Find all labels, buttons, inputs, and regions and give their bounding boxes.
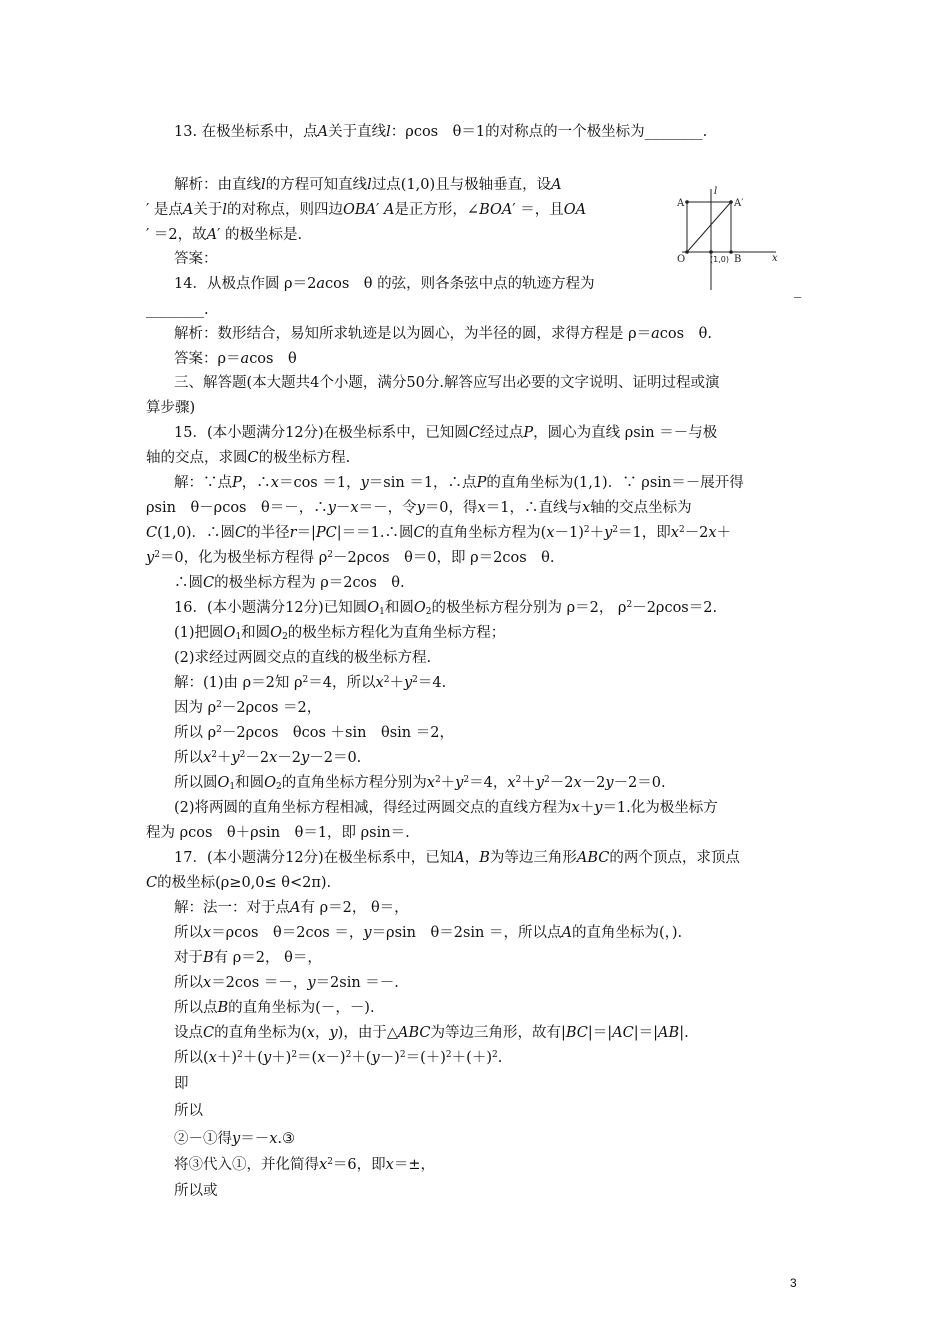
problem-16-solution-3: 所以 $\rho^2-2\rho\cos$ θcos ＋sin θsin ＝2， bbox=[174, 725, 454, 741]
problem-14-line-2: ________. bbox=[146, 302, 209, 318]
diagonal-O-A-prime bbox=[687, 202, 731, 252]
problem-17-solution-4: 所以x＝2cos ＝－，y＝2sin ＝－. bbox=[174, 975, 399, 991]
problem-17-solution-6: 设点C的直角坐标为(x，y)，由于△ABC为等边三角形，故有|BC|＝|AC|＝|AB|. bbox=[174, 1025, 689, 1041]
problem-17-line-2: C的极坐标(ρ≥0,0≤ θ<2π). bbox=[146, 875, 332, 891]
label-l: l bbox=[714, 186, 718, 197]
problem-13-figure bbox=[676, 184, 788, 294]
point-A bbox=[685, 200, 689, 204]
problem-14-line-1: 14．从极点作圆 ρ＝2acos θ 的弦，则各条弦中点的轨迹方程为 bbox=[174, 276, 595, 292]
point-O bbox=[685, 250, 689, 254]
problem-15-solution-3: C(1,0)．∴圆C的半径r＝|PC|＝＝1.∴圆C的直角坐标方程为$(x-1)^2+y^2=1$，即$x^2-2x+$ bbox=[146, 525, 732, 541]
problem-17-solution-12: 所以或 bbox=[174, 1183, 218, 1199]
problem-15-line-1: 15．(本小题满分12分)在极坐标系中，已知圆C经过点P，圆心为直线 ρsin ＝－与极 bbox=[174, 425, 718, 441]
problem-16-part-1: (1)把圆$O_1$和圆$O_2$的极坐标方程化为直角坐标方程； bbox=[174, 625, 506, 642]
problem-16-solution-2: 因为 $\rho^2-2\rho\cos =2$， bbox=[174, 700, 322, 716]
problem-17-solution-11: 将③代入①，并化简得$x^2=6$，即x＝±， bbox=[174, 1157, 435, 1173]
label-A: A bbox=[677, 198, 685, 209]
problem-17-solution-2: 所以x＝ρcos θ＝2cos ＝，y＝ρsin θ＝2sin ＝，所以点A的直角坐标为(，). bbox=[174, 925, 683, 941]
section-3-heading-line-2: 算步骤) bbox=[146, 400, 196, 416]
problem-17-line-1: 17．(本小题满分12分)在极坐标系中，已知A，B为等边三角形ABC的两个顶点，求顶点 bbox=[174, 850, 740, 866]
problem-17-solution-7: 所以$(x+)^2+(y+)^2=(x-)^2+(y-)^2=(+)^2+(+)^2$. bbox=[174, 1050, 503, 1066]
problem-17-solution-3: 对于B有 ρ＝2， θ＝， bbox=[174, 950, 322, 966]
problem-16-part-2: (2)求经过两圆交点的直线的极坐标方程. bbox=[174, 650, 432, 666]
problem-13-line-1: 13. 在极坐标系中，点A关于直线l：ρcos θ＝1的对称点的一个极坐标为________. bbox=[174, 124, 708, 140]
problem-15-conclusion: ∴圆C的极坐标方程为 ρ＝2cos θ. bbox=[174, 575, 405, 591]
problem-13-solution-line-2: ′ 是点A关于l的对称点，则四边OBA′ A是正方形，∠BOA′ ＝，且OA bbox=[146, 202, 587, 218]
label-10: (1,0) bbox=[710, 255, 729, 264]
problem-13-answer: 答案： bbox=[174, 251, 218, 267]
section-3-heading-line-1: 三、解答题(本大题共4个小题，满分50分.解答应写出必要的文字说明、证明过程或演 bbox=[174, 375, 720, 391]
label-B: B bbox=[734, 254, 742, 265]
label-A-prime: A′ bbox=[734, 198, 744, 209]
problem-17-solution-1: 解：法一：对于点A有 ρ＝2， θ＝， bbox=[174, 900, 409, 916]
problem-15-solution-2: ρsin θ－ρcos θ＝－，∴y－x＝－，令y＝0，得x＝1，∴直线与x轴的交点坐标为 bbox=[146, 500, 692, 516]
problem-16-solution-4: 所以$x^2+y^2-2x-2y-2=0$. bbox=[174, 750, 362, 766]
problem-14-answer: 答案：ρ＝acos θ bbox=[174, 351, 297, 367]
problem-16-solution-1: 解：(1)由 ρ＝2知 $\rho^2=4$，所以$x^2+y^2=4$. bbox=[174, 675, 447, 691]
label-x: x bbox=[772, 253, 778, 264]
problem-16-solution-6: (2)将两圆的直角坐标方程相减，得经过两圆交点的直线方程为x＋y＝1.化为极坐标方 bbox=[174, 800, 718, 816]
point-B bbox=[729, 250, 733, 254]
problem-13-solution-line-3: ′ ＝2，故A′ 的极坐标是. bbox=[146, 227, 303, 243]
problem-16-line-1: 16．(本小题满分12分)已知圆$O_1$和圆$O_2$的极坐标方程分别为 ρ＝2， $\rho^2-2\rho\cos=2$. bbox=[174, 600, 718, 617]
problem-15-solution-1: 解：∵点P，∴x＝cos ＝1，y＝sin ＝1，∴点P的直角坐标为(1,1)．∵ ρsin＝－展开得 bbox=[174, 475, 744, 491]
problem-17-solution-9: 所以 bbox=[174, 1103, 203, 1119]
problem-16-solution-7: 程为 ρcos θ＋ρsin θ＝1，即 ρsin＝. bbox=[146, 825, 410, 841]
point-10 bbox=[709, 250, 713, 254]
label-O: O bbox=[677, 254, 686, 265]
problem-14-blank-tail: _ bbox=[794, 282, 802, 298]
problem-17-solution-10: ②－①得y＝－x.③ bbox=[174, 1131, 295, 1147]
problem-17-solution-8: 即 bbox=[174, 1076, 189, 1092]
problem-15-line-2: 轴的交点，求圆C的极坐标方程. bbox=[146, 450, 351, 466]
problem-14-solution: 解析：数形结合，易知所求轨迹是以为圆心，为半径的圆，求得方程是 ρ＝acos θ. bbox=[174, 326, 712, 342]
problem-16-solution-5: 所以圆$O_1$和圆$O_2$的直角坐标方程分别为$x^2+y^2=4$，$x^2+y^2-2x-2y-2=0$. bbox=[174, 775, 666, 792]
point-A-prime bbox=[729, 200, 733, 204]
problem-13-solution-line-1: 解析：由直线l的方程可知直线l过点(1,0)且与极轴垂直，设A bbox=[174, 177, 562, 193]
page-number: 3 bbox=[790, 1276, 797, 1290]
problem-15-solution-4: $y^2=0$，化为极坐标方程得 $\rho^2-2\rho\cos$ θ＝0，即 ρ＝2cos θ. bbox=[146, 550, 555, 566]
problem-17-solution-5: 所以点B的直角坐标为(－，－). bbox=[174, 1000, 375, 1016]
